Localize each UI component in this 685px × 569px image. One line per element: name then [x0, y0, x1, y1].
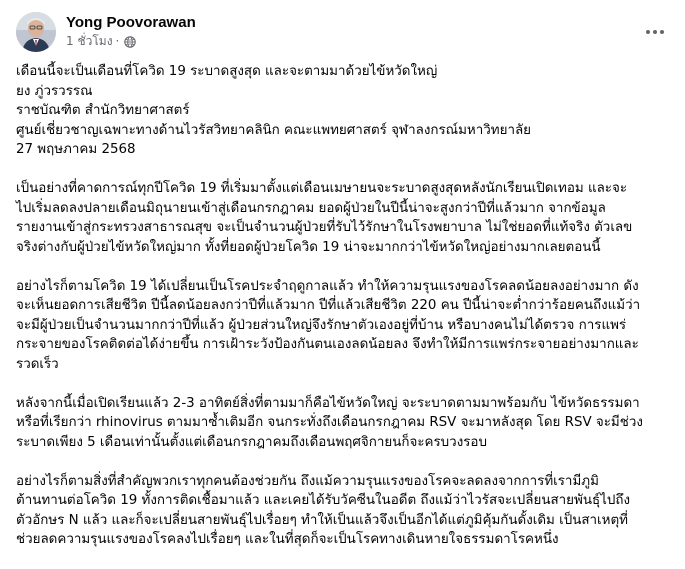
post-timestamp[interactable]: 1 ชั่วโมง: [66, 34, 113, 48]
meta-separator: ·: [115, 34, 120, 48]
avatar[interactable]: [16, 12, 56, 52]
paragraph-line: หลังจากนี้เมื่อเปิดเรียนแล้ว 2-3 อาทิตย์สิ่งที่ตามมาก็คือไข้หวัดใหญ่ จะระบาดตามมาพร้อมกับ ไข้หวัดธรรมดา: [16, 395, 640, 411]
post-title: เดือนนี้จะเป็นเดือนที่โควิด 19 ระบาดสูงสุด และจะตามมาด้วยไข้หวัดใหญ่: [16, 64, 438, 79]
author-title: ราชบัณฑิต สำนักวิทยาศาสตร์: [16, 103, 190, 118]
avatar-photo: [16, 12, 56, 52]
paragraph-line: อย่างไรก็ตามโควิด 19 ได้เปลี่ยนเป็นโรคประจำฤดูกาลแล้ว ทำให้ความรุนแรงของโรคลดน้อยลงอย่างมาก ดัง: [16, 278, 639, 294]
paragraph-line: ไปเริ่มลดลงปลายเดือนมิถุนายนเข้าสู่เดือนกรกฎาคม ยอดผู้ป่วยในปีนี้น่าจะสูงกว่าปีที่แล้วมาก จากข้อมูล: [16, 200, 606, 216]
paragraph-line: ต้านทานต่อโควิด 19 ทั้งการติดเชื้อมาแล้ว และเคยได้รับวัคซีนในอดีต ถึงแม้ว่าไวรัสจะเปลี่ยนสายพันธุ์ไปถึง: [16, 493, 631, 508]
paragraph-line: ตัวอักษร N แล้ว และก็จะเปลี่ยนสายพันธุ์ไปเรื่อยๆ ทำให้เป็นแล้วจึงเป็นอีกได้แต่ภูมิคุ้มกันดั้งเดิม เป็นสาเหตุที่: [16, 512, 628, 528]
paragraph-line: เป็นอย่างที่คาดการณ์ทุกปีโควิด 19 ที่เริ่มมาตั้งแต่เดือนเมษายนจะระบาดสูงสุดหลังนักเรียนเปิดเทอม และจะ: [16, 181, 628, 196]
author-line: ยง ภู่วรวรรณ: [16, 83, 93, 99]
paragraph-1: [16, 179, 672, 257]
post-heading: [16, 62, 672, 160]
paragraph-4: [16, 472, 672, 550]
paragraph-line: จะมีผู้ป่วยเป็นจำนวนมากกว่าปีที่แล้ว ผู้ป่วยส่วนใหญ่จึงรักษาตัวเองอยู่ที่บ้าน หรือบางคนไม่ได้ตรวจ การแพร่: [16, 317, 627, 333]
paragraph-line: หรือที่เรียกว่า rhinovirus ตามมาซ้ำเติมอีก จนกระทั่งถึงเดือนกรกฎาคม RSV จะมาหลังสุด โดย RSV จะมีช่วง: [16, 415, 643, 430]
paragraph-line: จริงต่างกับผู้ป่วยไข้หวัดใหญ่มาก ทั้งที่ยอดผู้ป่วยโควิด 19 น่าจะมากกว่าไข้หวัดใหญ่อย่างมากเลยตอนนี้: [16, 239, 601, 255]
post-body: [16, 62, 672, 569]
paragraph-line: อย่างไรก็ตามสิ่งที่สำคัญพวกเราทุกคนต้องช่วยกัน ถึงแม้ความรุนแรงของโรคจะลดลงจากการที่เรามีภูมิ: [16, 473, 599, 489]
affiliation-line: ศูนย์เชี่ยวชาญเฉพาะทางด้านไวรัสวิทยาคลินิก คณะแพทยศาสตร์ จุฬาลงกรณ์มหาวิทยาลัย: [16, 122, 532, 138]
paragraph-line: ช่วยลดความรุนแรงของโรคลงไปเรื่อยๆ และในที่สุดก็จะเป็นโรคทางเดินหายใจธรรมดาโรคหนึ่ง: [16, 532, 559, 547]
globe-icon[interactable]: [124, 36, 136, 48]
author-name[interactable]: Yong Poovorawan: [66, 14, 196, 31]
post-meta: [66, 33, 196, 50]
author-block: [66, 13, 196, 50]
date-line: 27 พฤษภาคม 2568: [16, 142, 136, 157]
paragraph-line: กระจายของโรคติดต่อได้ง่ายขึ้น การเฝ้าระวังป้องกันตนเองลดน้อยลง จึงทำให้มีการแพร่กระจายอย่างมากและ: [16, 337, 639, 352]
paragraph-2: [16, 277, 672, 375]
paragraph-line: ระบาดเพียง 5 เดือนเท่านั้นตั้งแต่เดือนกรกฎาคมถึงเดือนพฤศจิกายนก็จะครบวงรอบ: [16, 434, 487, 450]
paragraph-3: [16, 394, 672, 453]
paragraph-line: จะเห็นยอดการเสียชีวิต ปีนี้ลดน้อยลงกว่าปีที่แล้วมาก ปีที่แล้วเสียชีวิต 220 คน ปีนี้น่าจะต่ำกว่าร้อยคนถึงแม้ว่า: [16, 298, 641, 313]
paragraph-line: รวดเร็ว: [16, 356, 59, 372]
more-options-icon: [646, 30, 664, 34]
paragraph-line: รายงานเข้าสู่กระทรวงสาธารณสุข จะเป็นจำนวนผู้ป่วยที่รับไว้รักษาในโรงพยาบาล ไม่ใช่ยอดที่แท้จริง ตัวเลข: [16, 220, 633, 235]
more-options-button[interactable]: [641, 20, 669, 44]
post-header: [16, 12, 669, 56]
